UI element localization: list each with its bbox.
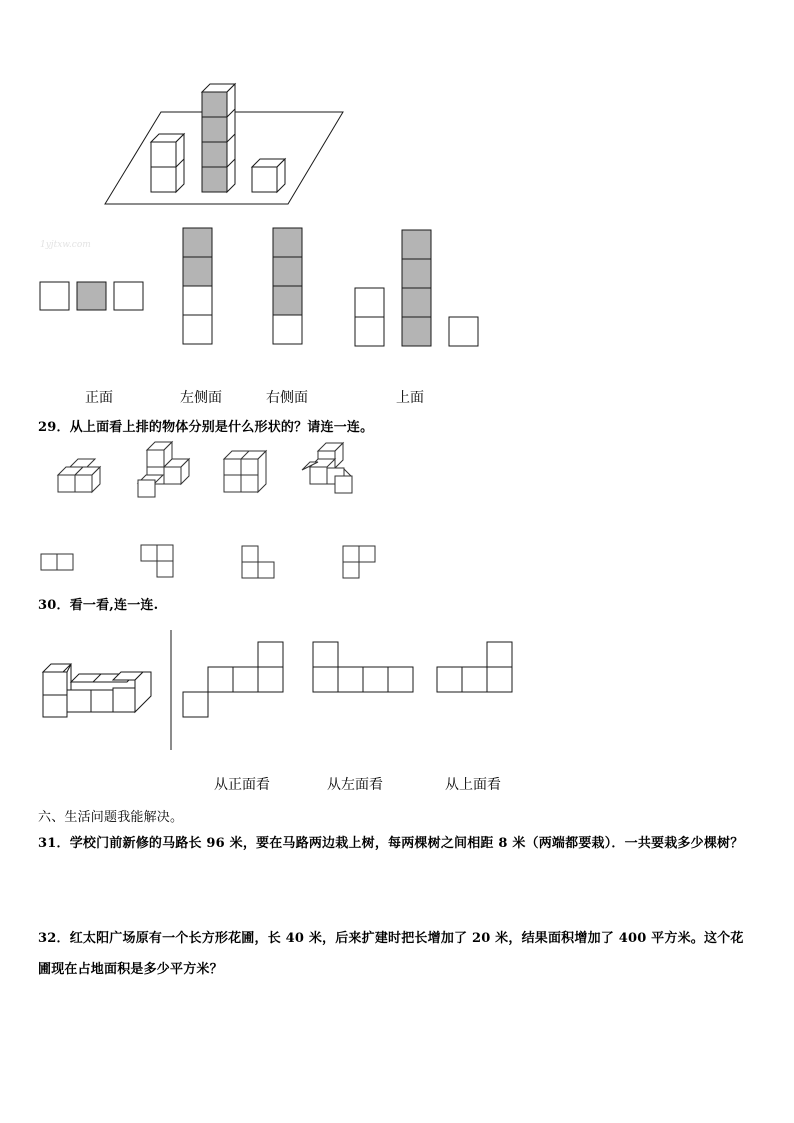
- section-6-heading: 六、生活问题我能解决。: [38, 810, 184, 825]
- label-right-side: 右侧面: [266, 390, 308, 406]
- q30-view-option-2: [313, 642, 413, 692]
- label-view-top: 从上面看: [445, 777, 501, 793]
- question-30: 30．看一看,连一连.: [38, 598, 159, 613]
- watermark-text: 1yjtxw.com: [40, 240, 91, 250]
- q30-view-option-3: [437, 642, 512, 692]
- label-top: 上面: [396, 390, 424, 406]
- question-29: 29．从上面看上排的物体分别是什么形状的？请连一连。: [38, 420, 374, 435]
- label-view-front: 从正面看: [214, 777, 270, 793]
- question-32-line-1: 32．红太阳广场原有一个长方形花圃，长 40 米，后来扩建时把长增加了 20 米，结果面积增加了 400 平方米。这个花: [38, 931, 744, 946]
- q30-view-option-1: [183, 642, 283, 717]
- question-32-line-2: 圃现在占地面积是多少平方米？: [38, 962, 223, 977]
- label-front: 正面: [85, 390, 113, 406]
- q30-solid: [43, 664, 151, 717]
- label-view-left: 从左面看: [327, 777, 383, 793]
- label-left-side: 左侧面: [180, 390, 222, 406]
- question-31: 31．学校门前新修的马路长 96 米，要在马路两边栽上树，每两棵树之间相距 8 米（两端都要栽）．一共要栽多少棵树？: [38, 836, 744, 851]
